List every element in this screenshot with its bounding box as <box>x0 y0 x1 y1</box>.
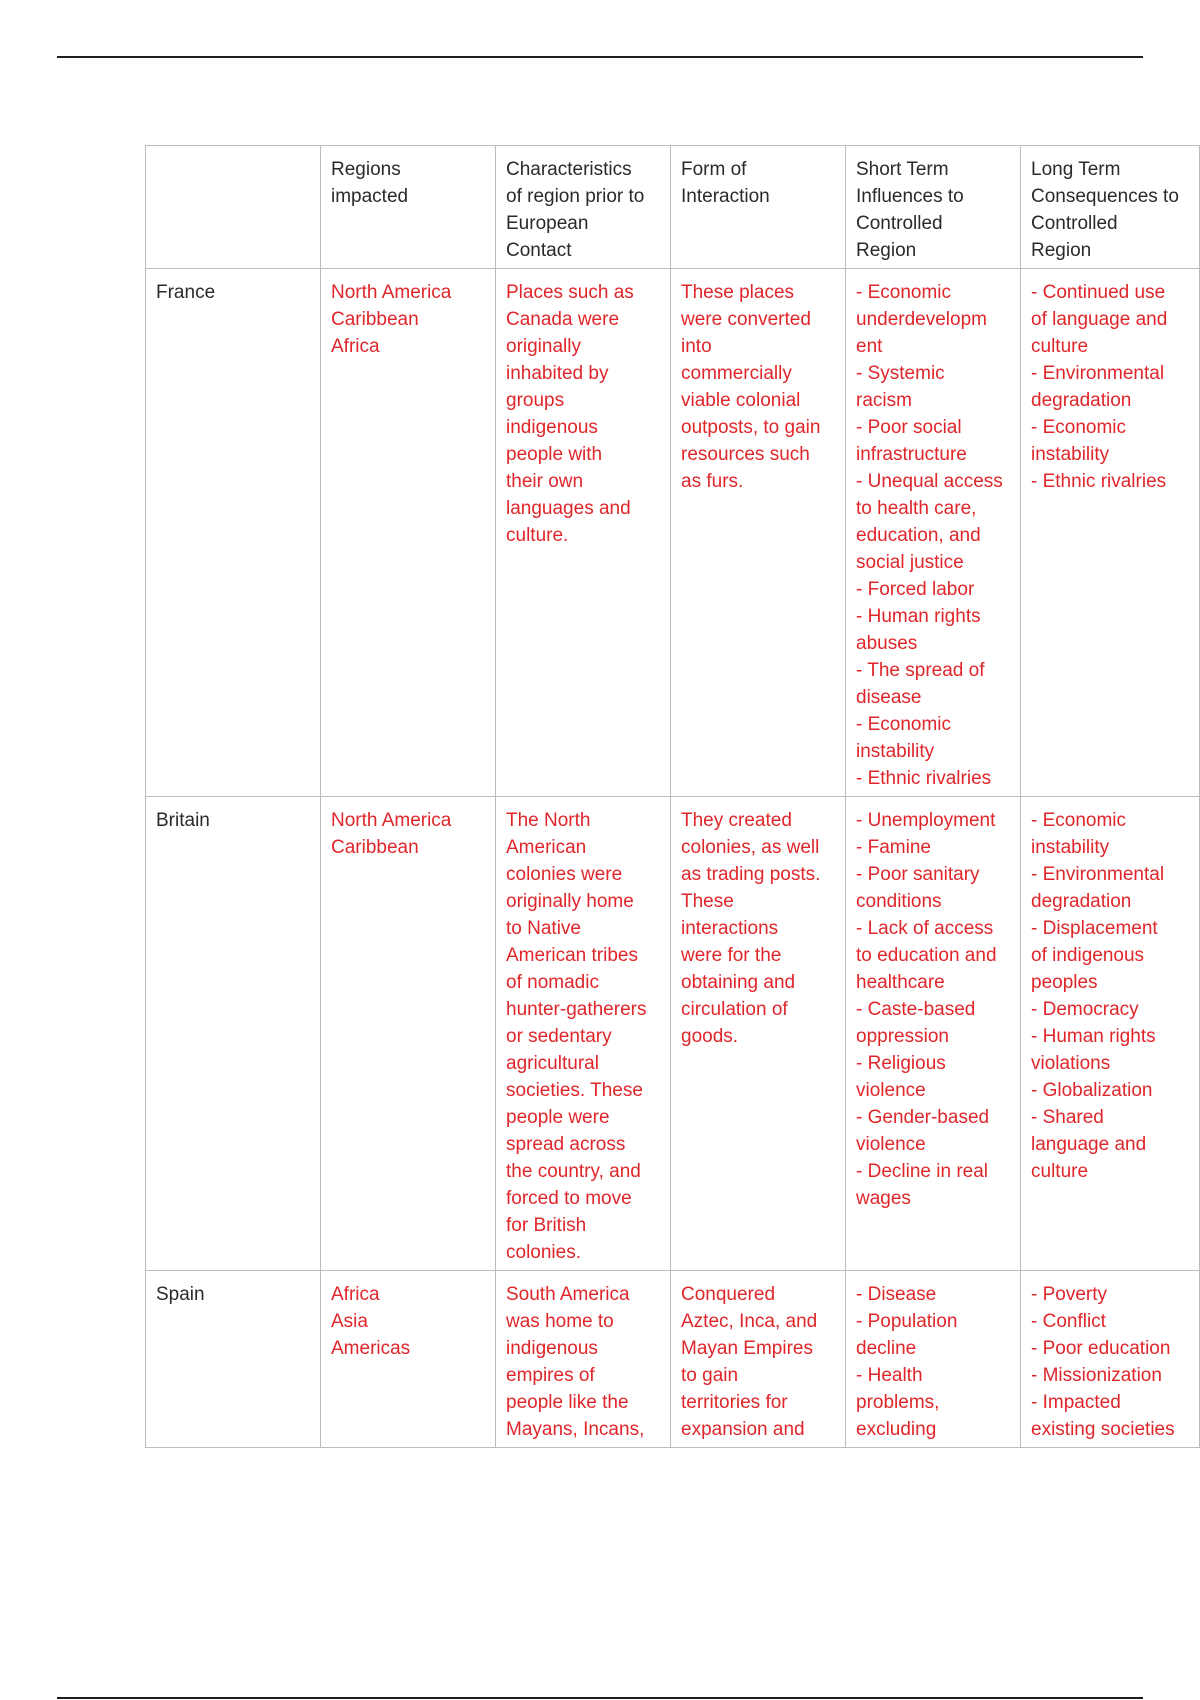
country-cell: Britain <box>146 797 321 1271</box>
table-row-france <box>146 269 1200 797</box>
regions-cell: North America Caribbean <box>321 797 496 1271</box>
page-top-rule <box>57 56 1143 58</box>
table-row-britain <box>146 797 1200 1271</box>
table-row-spain <box>146 1271 1200 1448</box>
colonization-comparison-table <box>145 145 1200 1448</box>
header-country-blank <box>146 146 321 269</box>
page-bottom-rule <box>57 1697 1143 1699</box>
table-header-row <box>146 146 1200 269</box>
interaction-cell: These places were converted into commercially viable colonial outposts, to gain resources such as furs. <box>671 269 846 797</box>
long-term-cell: - Continued use of language and culture - Environmental degradation - Economic instability - Ethnic rivalries <box>1021 269 1200 797</box>
header-characteristics: Characteristics of region prior to European Contact <box>496 146 671 269</box>
regions-cell: Africa Asia Americas <box>321 1271 496 1448</box>
characteristics-cell: South America was home to indigenous empires of people like the Mayans, Incans, <box>496 1271 671 1448</box>
interaction-cell: They created colonies, as well as trading posts. These interactions were for the obtaining and circulation of goods. <box>671 797 846 1271</box>
long-term-cell: - Poverty - Conflict - Poor education - Missionization - Impacted existing societies <box>1021 1271 1200 1448</box>
header-short-term-influences: Short Term Influences to Controlled Region <box>846 146 1021 269</box>
country-cell: France <box>146 269 321 797</box>
characteristics-cell: Places such as Canada were originally inhabited by groups indigenous people with their own languages and culture. <box>496 269 671 797</box>
short-term-cell: - Unemployment - Famine - Poor sanitary conditions - Lack of access to education and healthcare - Caste-based oppression - Religious violence - Gender-based violence - Decline in real wages <box>846 797 1021 1271</box>
regions-cell: North America Caribbean Africa <box>321 269 496 797</box>
header-long-term-consequences: Long Term Consequences to Controlled Region <box>1021 146 1200 269</box>
characteristics-cell: The North American colonies were originally home to Native American tribes of nomadic hunter-gatherers or sedentary agricultural societies. These people were spread across the country, and forced to move for British colonies. <box>496 797 671 1271</box>
country-cell: Spain <box>146 1271 321 1448</box>
long-term-cell: - Economic instability - Environmental degradation - Displacement of indigenous peoples - Democracy - Human rights violations - Globalization - Shared language and culture <box>1021 797 1200 1271</box>
interaction-cell: Conquered Aztec, Inca, and Mayan Empires to gain territories for expansion and <box>671 1271 846 1448</box>
header-regions-impacted: Regions impacted <box>321 146 496 269</box>
short-term-cell: - Economic underdevelopm ent - Systemic racism - Poor social infrastructure - Unequal access to health care, education, and social justice - Forced labor - Human rights abuses - The spread of disease - Economic instability - Ethnic rivalries <box>846 269 1021 797</box>
header-form-of-interaction: Form of Interaction <box>671 146 846 269</box>
short-term-cell: - Disease - Population decline - Health problems, excluding <box>846 1271 1021 1448</box>
